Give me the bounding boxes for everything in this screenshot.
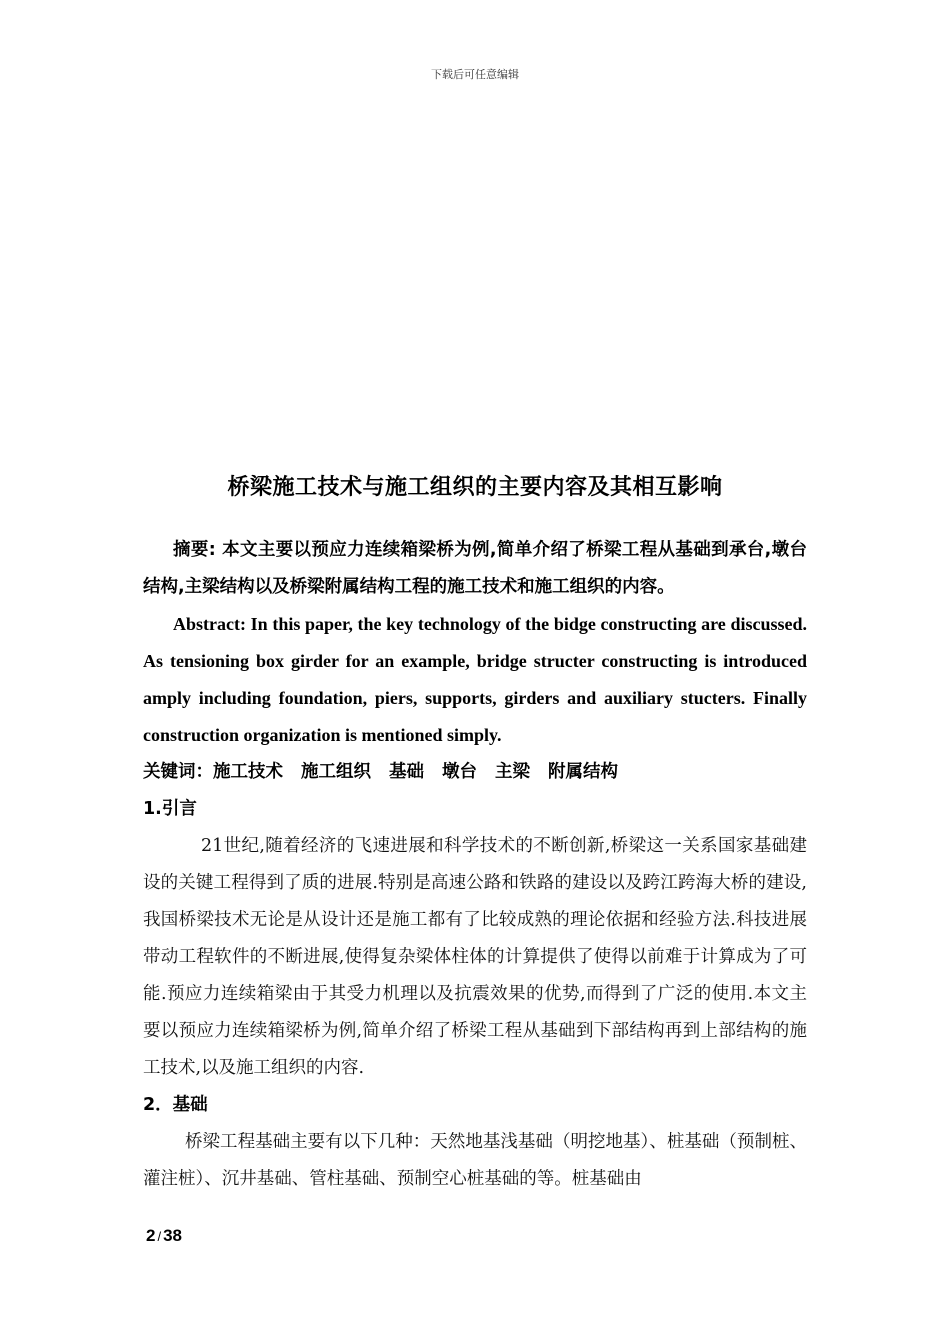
page-separator: / <box>157 1229 162 1244</box>
document-body <box>143 532 807 1198</box>
abstract-zh-text: 本文主要以预应力连续箱梁桥为例,简单介绍了桥梁工程从基础到承台,墩台结构,主梁结构以及桥梁附属结构工程的施工技术和施工组织的内容。 <box>143 540 807 597</box>
page-current: 2 <box>146 1226 156 1245</box>
abstract-en <box>143 606 807 754</box>
document-title: 桥梁施工技术与施工组织的主要内容及其相互影响 <box>227 475 723 500</box>
keyword-item: 施工技术 <box>213 762 283 782</box>
page-total: 38 <box>163 1226 183 1245</box>
section-heading-intro: 1.引言 <box>143 799 197 819</box>
abstract-zh <box>143 532 807 606</box>
keyword-item: 基础 <box>389 762 424 782</box>
keyword-item: 墩台 <box>442 762 477 782</box>
page-number <box>146 1226 182 1246</box>
abstract-en-label: Abstract: <box>173 614 246 634</box>
keyword-item: 施工组织 <box>301 762 371 782</box>
section-body-intro: 21世纪,随着经济的飞速进展和科学技术的不断创新,桥梁这一关系国家基础建设的关键工程得到了质的进展.特别是高速公路和铁路的建设以及跨江跨海大桥的建设,我国桥梁技术无论是从设计还是施工都有了比较成熟的理论依据和经验方法.科技进展带动工程软件的不断进展,使得复杂梁体柱体的计算提供了使得以前难于计算成为了可能.预应力连续箱梁由于其受力机理以及抗震效果的优势,而得到了广泛的使用.本文主要以预应力连续箱梁桥为例,简单介绍了桥梁工程从基础到下部结构再到上部结构的施工技术,以及施工组织的内容. <box>143 836 807 1078</box>
section-heading-foundation: 2．基础 <box>143 1095 208 1115</box>
keyword-item: 主梁 <box>495 762 530 782</box>
keywords <box>143 754 807 791</box>
abstract-en-text: In this paper, the key technology of the bidge constructing are discussed. As tensioning box girder for an example, bridge structer constructing is introduced amply including foundation, piers, supports, girders and auxiliary stucters. Finally construction organization is mentioned simply. <box>143 614 807 745</box>
keywords-label: 关键词： <box>143 762 213 782</box>
section-body-foundation: 桥梁工程基础主要有以下几种：天然地基浅基础（明挖地基）、桩基础（预制桩、灌注桩）、沉井基础、管柱基础、预制空心桩基础的等。桩基础由 <box>143 1132 807 1189</box>
keyword-item: 附属结构 <box>548 762 618 782</box>
abstract-zh-label: 摘要: <box>173 540 216 560</box>
header-note: 下载后可任意编辑 <box>431 68 519 81</box>
